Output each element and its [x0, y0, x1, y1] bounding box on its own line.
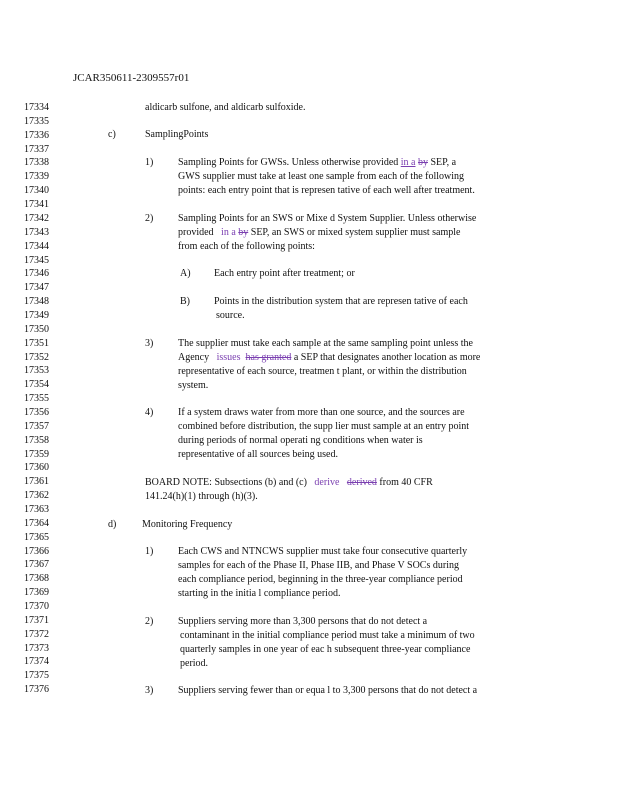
- board-note-part-b: from 40 CFR: [379, 477, 433, 488]
- item-2-number: 2): [145, 213, 154, 224]
- text-line-17352: [178, 353, 480, 363]
- text-line-17343-part-a: provided: [178, 227, 214, 238]
- deleted-text: has granted: [245, 352, 292, 363]
- item-1-number: 1): [145, 157, 154, 168]
- text-line-17373: quarterly samples in one year of eac h subsequent three-year compliance: [180, 644, 471, 655]
- line-number: 17357: [24, 420, 49, 432]
- text-line-17352-part-a: Agency: [178, 352, 210, 363]
- line-number: 17362: [24, 490, 49, 502]
- line-number: 17344: [24, 240, 49, 252]
- text-line-17343: [178, 228, 460, 238]
- inserted-text: derive: [314, 477, 340, 488]
- line-number: 17337: [24, 143, 49, 155]
- line-number: 17363: [24, 503, 49, 515]
- board-note-line-1: [145, 478, 433, 488]
- text-line-17342: Sampling Points for an SWS or Mixe d System Supplier. Unless otherwise: [178, 213, 477, 224]
- subitem-b-line-1: Points in the distribution system that are represen tative of each: [214, 296, 468, 307]
- d-item-1-number: 1): [145, 546, 154, 557]
- line-number: 17370: [24, 601, 49, 612]
- line-number: 17341: [24, 199, 49, 210]
- text-line-17356: If a system draws water from more than one source, and the sources are: [178, 407, 465, 418]
- section-c-label: c): [108, 129, 116, 140]
- text-line-17352-part-b: a SEP that designates another location as more: [293, 352, 481, 363]
- line-number: 17364: [24, 517, 49, 529]
- text-line-17372: contaminant in the initial compliance period must take a minimum of two: [180, 630, 475, 641]
- line-number: 17349: [24, 309, 49, 321]
- line-number: 17336: [24, 129, 49, 141]
- line-number: 17356: [24, 406, 49, 418]
- subitem-a-label: A): [180, 268, 191, 279]
- line-number: 17346: [24, 268, 49, 280]
- line-number: 17360: [24, 462, 49, 474]
- d-item-2-number: 2): [145, 616, 154, 627]
- text-line-17371: Suppliers serving more than 3,300 persons that do not detect a: [178, 616, 428, 627]
- board-note-line-2: 141.24(h)(1) through (h)(3).: [145, 491, 258, 502]
- line-number: 17374: [24, 656, 49, 668]
- text-line-17374: period.: [180, 658, 209, 669]
- text-line-17338: [178, 158, 456, 168]
- board-note-part-a: BOARD NOTE: Subsections (b) and (c): [145, 477, 307, 488]
- text-line-17366: Each CWS and NTNCWS supplier must take four consecutive quarterly: [178, 546, 468, 557]
- deleted-text: by: [417, 157, 428, 168]
- text-line-17354: system.: [178, 380, 209, 391]
- line-number: 17350: [24, 323, 49, 335]
- subitem-b-line-2: source.: [216, 310, 245, 321]
- line-number: 17343: [24, 226, 49, 238]
- inserted-text: issues: [216, 352, 241, 363]
- text-line-17359: representative of all sources being used.: [178, 449, 338, 460]
- deleted-text: by: [238, 227, 249, 238]
- deleted-text: derived: [346, 477, 377, 488]
- text-line-17376: Suppliers serving fewer than or equa l to 3,300 persons that do not detect a: [178, 685, 478, 696]
- line-number: 17376: [24, 684, 49, 696]
- line-number: 17340: [24, 185, 49, 197]
- text-line-17357: combined before distribution, the supp lier must sample at an entry point: [178, 421, 470, 432]
- line-number: 17354: [24, 379, 49, 391]
- text-line-17343-part-b: SEP, an SWS or mixed system supplier must sample: [250, 227, 461, 238]
- line-number: 17339: [24, 171, 49, 183]
- text-line-17339: GWS supplier must take at least one sample from each of the following: [178, 171, 465, 182]
- subitem-b-label: B): [180, 296, 190, 307]
- text-line-17338-part-a: Sampling Points for GWSs. Unless otherwise provided: [178, 157, 399, 168]
- line-number: 17335: [24, 115, 49, 127]
- line-number: 17348: [24, 296, 49, 307]
- text-line-17353: representative of each source, treatmen t plant, or within the distribution: [178, 366, 467, 377]
- line-number: 17351: [24, 337, 49, 349]
- line-number: 17372: [24, 628, 49, 640]
- document-header-id: JCAR350611-2309557r01: [73, 72, 190, 84]
- text-line-17369: starting in the initia l compliance period.: [178, 588, 341, 599]
- line-number: 17371: [24, 614, 49, 626]
- line-number: 17373: [24, 642, 49, 654]
- section-d-label: d): [108, 519, 117, 530]
- line-number: 17347: [24, 282, 49, 294]
- line-number: 17369: [24, 587, 49, 599]
- line-number: 17334: [24, 102, 49, 113]
- line-number: 17375: [24, 670, 49, 682]
- text-line-17338-part-b: SEP, a: [430, 157, 457, 168]
- text-line-17334: aldicarb sulfone, and aldicarb sulfoxide.: [145, 102, 306, 113]
- line-number: 17345: [24, 254, 49, 266]
- text-line-17351: The supplier must take each sample at the same sampling point unless the: [178, 338, 473, 349]
- section-d-title: Monitoring Frequency: [142, 519, 233, 530]
- line-number: 17368: [24, 573, 49, 585]
- section-c-title: SamplingPoints: [145, 129, 209, 140]
- line-number: 17358: [24, 434, 49, 446]
- line-number: 17365: [24, 531, 49, 543]
- text-line-17367: samples for each of the Phase II, Phase IIB, and Phase V SOCs during: [178, 560, 459, 571]
- line-number: 17338: [24, 157, 49, 169]
- item-3-number: 3): [145, 338, 154, 349]
- line-number: 17342: [24, 212, 49, 224]
- line-number: 17353: [24, 365, 49, 377]
- inserted-text: in a: [400, 157, 416, 168]
- text-line-17340: points: each entry point that is represen tative of each well after treatment.: [178, 185, 475, 196]
- line-number: 17361: [24, 476, 49, 488]
- line-number: 17366: [24, 545, 49, 557]
- line-number: 17359: [24, 448, 49, 460]
- line-number: 17352: [24, 351, 49, 363]
- subitem-a-text: Each entry point after treatment; or: [214, 268, 355, 279]
- text-line-17368: each compliance period, beginning in the three-year compliance period: [178, 574, 463, 585]
- d-item-3-number: 3): [145, 685, 154, 696]
- text-line-17358: during periods of normal operati ng conditions when water is: [178, 435, 423, 446]
- line-number: 17367: [24, 559, 49, 571]
- item-4-number: 4): [145, 407, 154, 418]
- text-line-17344: from each of the following points:: [178, 241, 315, 252]
- line-number: 17355: [24, 393, 49, 405]
- inserted-text: in a: [221, 227, 236, 238]
